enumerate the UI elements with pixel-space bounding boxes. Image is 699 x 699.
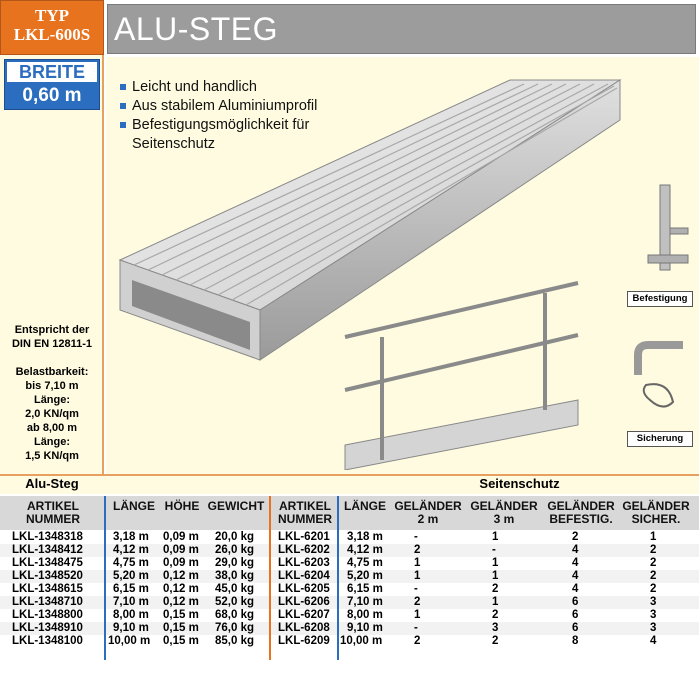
din-line-1: Entspricht der — [14, 324, 90, 336]
load-line: Belastbarkeit: — [15, 366, 89, 378]
mounting-bracket-image — [640, 180, 695, 280]
title-bar — [107, 4, 696, 54]
table-row: LKL-1348318 3,18 m 0,09 m 20,0 kg LKL-6201 3,18 m - 1 2 1 — [12, 531, 657, 543]
feature-item: Leicht und handlich — [120, 78, 370, 97]
load-line: bis 7,10 m — [25, 380, 79, 392]
din-standard — [4, 323, 100, 351]
load-line: Länge: — [33, 436, 71, 448]
type-label: TYP — [35, 6, 69, 25]
col-laenge: LÄNGE — [113, 499, 155, 513]
table-row: LKL-1348475 4,75 m 0,09 m 29,0 kg LKL-6203 4,75 m 1 1 4 2 — [12, 557, 657, 569]
load-line: 1,5 KN/qm — [25, 450, 79, 462]
safety-label: Sicherung — [627, 431, 693, 447]
col-gelaender-3m: GELÄNDER 3 m — [470, 499, 538, 526]
load-line: 2,0 KN/qm — [25, 408, 79, 420]
column-divider — [104, 496, 106, 660]
column-divider — [337, 496, 339, 660]
section-alu-steg: Alu-Steg — [25, 476, 79, 491]
col-hoehe: HÖHE — [164, 499, 200, 513]
section-seitenschutz: Seitenschutz — [479, 476, 560, 491]
load-capacity — [4, 365, 100, 463]
col-gelaender-sicher: GELÄNDER SICHER. — [622, 499, 690, 526]
load-line: Länge: — [33, 394, 71, 406]
column-divider — [269, 496, 271, 660]
railing-image — [340, 275, 585, 470]
table-row: LKL-1348910 9,10 m 0,15 m 76,0 kg LKL-6208 9,10 m - 3 6 3 — [0, 622, 699, 635]
width-label: BREITE — [7, 62, 97, 82]
col-artikel: ARTIKEL NUMMER — [26, 499, 80, 526]
feature-item: Befestigungsmöglichkeit für — [120, 116, 370, 135]
din-line-2: DIN EN 12811-1 — [11, 338, 93, 350]
width-value: 0,60 m — [22, 85, 82, 106]
mounting-label: Befestigung — [627, 291, 693, 307]
table-row: LKL-1348520 5,20 m 0,12 m 38,0 kg LKL-6204 5,20 m 1 1 4 2 — [0, 570, 699, 583]
type-code: LKL-600S — [13, 25, 91, 44]
left-info-column — [0, 55, 104, 475]
feature-item: Seitenschutz — [132, 136, 216, 152]
page-title: ALU-STEG — [114, 11, 279, 47]
table-row: LKL-1348710 7,10 m 0,12 m 52,0 kg LKL-6206 7,10 m 2 1 6 3 — [0, 596, 699, 609]
col-artikel-2: ARTIKEL NUMMER — [278, 499, 332, 526]
col-laenge-2: LÄNGE — [344, 499, 386, 513]
table-row: LKL-1348100 10,00 m 0,15 m 85,0 kg LKL-6209 10,00 m 2 2 8 4 — [12, 635, 657, 647]
table-row: LKL-1348412 4,12 m 0,09 m 26,0 kg LKL-6202 4,12 m 2 - 4 2 — [0, 544, 699, 557]
col-gelaender-2m: GELÄNDER 2 m — [394, 499, 462, 526]
col-gelaender-befestig: GELÄNDER BEFESTIG. — [547, 499, 615, 526]
width-badge — [4, 59, 100, 110]
safety-pin-image — [628, 340, 688, 420]
table-row: LKL-1348615 6,15 m 0,12 m 45,0 kg LKL-6205 6,15 m - 2 4 2 — [12, 583, 657, 595]
col-gewicht: GEWICHT — [207, 499, 265, 513]
load-line: ab 8,00 m — [26, 422, 78, 434]
type-badge — [0, 0, 104, 55]
table-row: LKL-1348800 8,00 m 0,15 m 68,0 kg LKL-6207 8,00 m 1 2 6 3 — [12, 609, 657, 621]
feature-item: Aus stabilem Aluminiumprofil — [120, 97, 370, 116]
